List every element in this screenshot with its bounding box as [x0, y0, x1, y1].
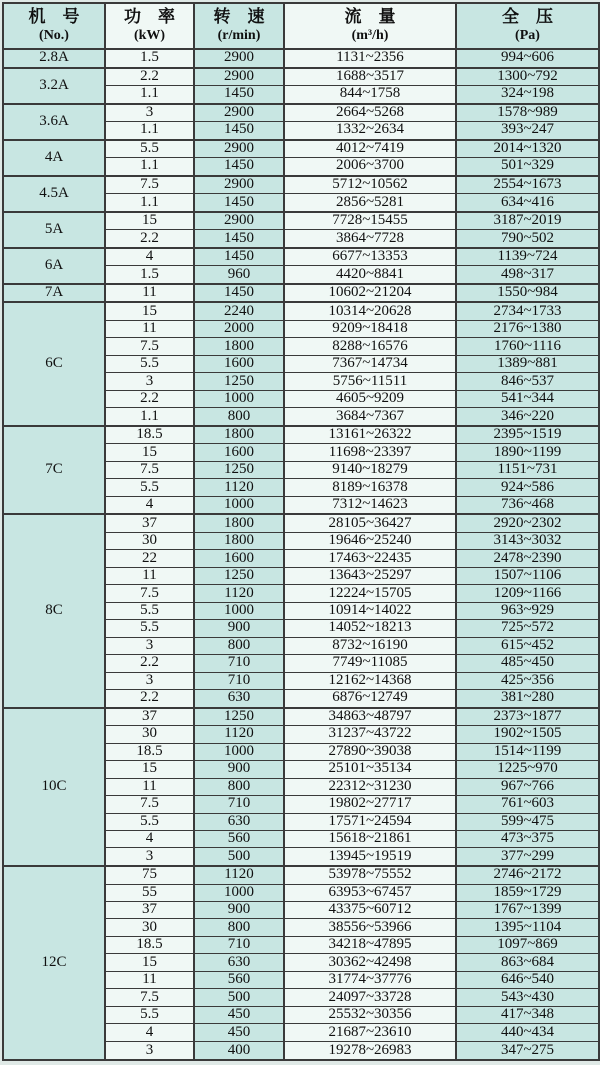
pressure-cell: 634~416 — [456, 194, 599, 212]
speed-cell: 560 — [194, 971, 284, 988]
power-cell: 15 — [105, 212, 194, 230]
speed-cell: 1250 — [194, 461, 284, 478]
pressure-cell: 440~434 — [456, 1024, 599, 1041]
flow-cell: 63953~67457 — [284, 884, 456, 901]
flow-cell: 7749~11085 — [284, 655, 456, 672]
power-cell: 2.2 — [105, 690, 194, 708]
power-cell: 4 — [105, 831, 194, 848]
pressure-cell: 498~317 — [456, 266, 599, 284]
speed-cell: 1000 — [194, 496, 284, 514]
pressure-cell: 646~540 — [456, 971, 599, 988]
pressure-cell: 501~329 — [456, 158, 599, 176]
flow-cell: 13161~26322 — [284, 426, 456, 444]
speed-cell: 1450 — [194, 284, 284, 303]
speed-cell: 1600 — [194, 550, 284, 567]
flow-cell: 12162~14368 — [284, 672, 456, 689]
power-cell: 3 — [105, 373, 194, 390]
pressure-cell: 2920~2302 — [456, 514, 599, 532]
power-cell: 3 — [105, 672, 194, 689]
power-cell: 5.5 — [105, 1006, 194, 1023]
speed-cell: 1450 — [194, 86, 284, 104]
speed-cell: 630 — [194, 690, 284, 708]
flow-cell: 4605~9209 — [284, 390, 456, 407]
pressure-cell: 599~475 — [456, 813, 599, 830]
flow-cell: 8288~16576 — [284, 338, 456, 355]
speed-cell: 710 — [194, 936, 284, 953]
flow-cell: 6876~12749 — [284, 690, 456, 708]
power-cell: 2.2 — [105, 655, 194, 672]
speed-cell: 1800 — [194, 532, 284, 549]
table-row — [3, 426, 599, 444]
power-cell: 3 — [105, 848, 194, 866]
power-cell: 7.5 — [105, 989, 194, 1006]
pressure-cell: 381~280 — [456, 690, 599, 708]
power-cell: 1.1 — [105, 408, 194, 426]
col-header-model-title: 机 号 — [28, 7, 80, 27]
flow-cell: 8732~16190 — [284, 637, 456, 654]
col-header-speed — [194, 3, 284, 49]
table-row — [3, 68, 599, 86]
flow-cell: 6677~13353 — [284, 248, 456, 266]
fan-spec-table — [2, 2, 600, 1061]
power-cell: 15 — [105, 954, 194, 971]
table-row — [3, 514, 599, 532]
speed-cell: 1120 — [194, 479, 284, 496]
model-cell: 3.2A — [3, 68, 105, 104]
pressure-cell: 1767~1399 — [456, 902, 599, 919]
flow-cell: 12224~15705 — [284, 585, 456, 602]
speed-cell: 1000 — [194, 602, 284, 619]
power-cell: 4 — [105, 248, 194, 266]
pressure-cell: 425~356 — [456, 672, 599, 689]
flow-cell: 24097~33728 — [284, 989, 456, 1006]
flow-cell: 4012~7419 — [284, 140, 456, 158]
pressure-cell: 1395~1104 — [456, 919, 599, 936]
pressure-cell: 485~450 — [456, 655, 599, 672]
speed-cell: 630 — [194, 813, 284, 830]
power-cell: 2.2 — [105, 230, 194, 248]
speed-cell: 1450 — [194, 248, 284, 266]
power-cell: 18.5 — [105, 743, 194, 760]
flow-cell: 17463~22435 — [284, 550, 456, 567]
speed-cell: 1800 — [194, 514, 284, 532]
speed-cell: 560 — [194, 831, 284, 848]
speed-cell: 1600 — [194, 355, 284, 372]
flow-cell: 17571~24594 — [284, 813, 456, 830]
speed-cell: 900 — [194, 761, 284, 778]
col-header-pressure-unit: (Pa) — [515, 28, 540, 44]
speed-cell: 1600 — [194, 444, 284, 461]
flow-cell: 19278~26983 — [284, 1041, 456, 1060]
table-row — [3, 866, 599, 884]
pressure-cell: 1507~1106 — [456, 567, 599, 584]
speed-cell: 2900 — [194, 140, 284, 158]
speed-cell: 1120 — [194, 726, 284, 743]
col-header-flow — [284, 3, 456, 49]
power-cell: 18.5 — [105, 426, 194, 444]
pressure-cell: 347~275 — [456, 1041, 599, 1060]
pressure-cell: 846~537 — [456, 373, 599, 390]
model-cell: 12C — [3, 866, 105, 1060]
pressure-cell: 736~468 — [456, 496, 599, 514]
table-row — [3, 176, 599, 194]
power-cell: 37 — [105, 902, 194, 919]
flow-cell: 3864~7728 — [284, 230, 456, 248]
power-cell: 37 — [105, 514, 194, 532]
flow-cell: 1332~2634 — [284, 122, 456, 140]
table-row — [3, 302, 599, 320]
flow-cell: 2856~5281 — [284, 194, 456, 212]
pressure-cell: 725~572 — [456, 620, 599, 637]
flow-cell: 11698~23397 — [284, 444, 456, 461]
flow-cell: 10602~21204 — [284, 284, 456, 303]
speed-cell: 1450 — [194, 158, 284, 176]
flow-cell: 10314~20628 — [284, 302, 456, 320]
pressure-cell: 1902~1505 — [456, 726, 599, 743]
power-cell: 3 — [105, 104, 194, 122]
power-cell: 37 — [105, 708, 194, 726]
flow-cell: 14052~18213 — [284, 620, 456, 637]
pressure-cell: 2176~1380 — [456, 320, 599, 337]
table-row — [3, 284, 599, 303]
speed-cell: 500 — [194, 848, 284, 866]
flow-cell: 31774~37776 — [284, 971, 456, 988]
speed-cell: 630 — [194, 954, 284, 971]
table-row — [3, 104, 599, 122]
flow-cell: 25532~30356 — [284, 1006, 456, 1023]
speed-cell: 2900 — [194, 49, 284, 68]
power-cell: 5.5 — [105, 479, 194, 496]
flow-cell: 4420~8841 — [284, 266, 456, 284]
flow-cell: 9209~18418 — [284, 320, 456, 337]
power-cell: 3 — [105, 1041, 194, 1060]
power-cell: 7.5 — [105, 338, 194, 355]
flow-cell: 9140~18279 — [284, 461, 456, 478]
flow-cell: 43375~60712 — [284, 902, 456, 919]
flow-cell: 5712~10562 — [284, 176, 456, 194]
power-cell: 5.5 — [105, 355, 194, 372]
speed-cell: 1000 — [194, 743, 284, 760]
pressure-cell: 967~766 — [456, 778, 599, 795]
pressure-cell: 863~684 — [456, 954, 599, 971]
speed-cell: 800 — [194, 919, 284, 936]
power-cell: 7.5 — [105, 585, 194, 602]
col-header-model — [3, 3, 105, 49]
col-header-speed-unit: (r/min) — [217, 28, 261, 44]
speed-cell: 1250 — [194, 373, 284, 390]
power-cell: 1.5 — [105, 266, 194, 284]
flow-cell: 53978~75552 — [284, 866, 456, 884]
speed-cell: 2900 — [194, 104, 284, 122]
flow-cell: 27890~39038 — [284, 743, 456, 760]
power-cell: 18.5 — [105, 936, 194, 953]
speed-cell: 2240 — [194, 302, 284, 320]
pressure-cell: 1890~1199 — [456, 444, 599, 461]
pressure-cell: 1300~792 — [456, 68, 599, 86]
speed-cell: 1450 — [194, 122, 284, 140]
power-cell: 11 — [105, 778, 194, 795]
speed-cell: 800 — [194, 778, 284, 795]
speed-cell: 2000 — [194, 320, 284, 337]
speed-cell: 400 — [194, 1041, 284, 1060]
flow-cell: 3684~7367 — [284, 408, 456, 426]
power-cell: 1.1 — [105, 158, 194, 176]
speed-cell: 710 — [194, 796, 284, 813]
speed-cell: 1250 — [194, 708, 284, 726]
speed-cell: 1450 — [194, 194, 284, 212]
pressure-cell: 541~344 — [456, 390, 599, 407]
model-cell: 3.6A — [3, 104, 105, 140]
power-cell: 5.5 — [105, 140, 194, 158]
power-cell: 7.5 — [105, 176, 194, 194]
power-cell: 4 — [105, 496, 194, 514]
speed-cell: 1800 — [194, 338, 284, 355]
power-cell: 15 — [105, 302, 194, 320]
speed-cell: 710 — [194, 672, 284, 689]
speed-cell: 1800 — [194, 426, 284, 444]
pressure-cell: 2734~1733 — [456, 302, 599, 320]
table-row — [3, 140, 599, 158]
pressure-cell: 393~247 — [456, 122, 599, 140]
pressure-cell: 924~586 — [456, 479, 599, 496]
flow-cell: 13643~25297 — [284, 567, 456, 584]
pressure-cell: 615~452 — [456, 637, 599, 654]
power-cell: 30 — [105, 726, 194, 743]
table-row — [3, 49, 599, 68]
pressure-cell: 2554~1673 — [456, 176, 599, 194]
power-cell: 15 — [105, 761, 194, 778]
pressure-cell: 2395~1519 — [456, 426, 599, 444]
power-cell: 55 — [105, 884, 194, 901]
col-header-power-unit: (kW) — [133, 28, 166, 44]
speed-cell: 450 — [194, 1024, 284, 1041]
speed-cell: 2900 — [194, 68, 284, 86]
flow-cell: 7312~14623 — [284, 496, 456, 514]
pressure-cell: 3143~3032 — [456, 532, 599, 549]
model-cell: 6C — [3, 302, 105, 425]
col-header-power — [105, 3, 194, 49]
pressure-cell: 1139~724 — [456, 248, 599, 266]
pressure-cell: 1859~1729 — [456, 884, 599, 901]
col-header-flow-unit: (m³/h) — [351, 28, 389, 44]
power-cell: 3 — [105, 637, 194, 654]
flow-cell: 25101~35134 — [284, 761, 456, 778]
table-row — [3, 248, 599, 266]
pressure-cell: 1097~869 — [456, 936, 599, 953]
speed-cell: 710 — [194, 655, 284, 672]
col-header-power-title: 功 率 — [124, 7, 175, 27]
speed-cell: 2900 — [194, 176, 284, 194]
pressure-cell: 1209~1166 — [456, 585, 599, 602]
flow-cell: 1688~3517 — [284, 68, 456, 86]
col-header-pressure — [456, 3, 599, 49]
power-cell: 15 — [105, 444, 194, 461]
pressure-cell: 790~502 — [456, 230, 599, 248]
speed-cell: 900 — [194, 620, 284, 637]
model-cell: 6A — [3, 248, 105, 284]
flow-cell: 8189~16378 — [284, 479, 456, 496]
speed-cell: 1000 — [194, 884, 284, 901]
speed-cell: 2900 — [194, 212, 284, 230]
flow-cell: 34863~48797 — [284, 708, 456, 726]
pressure-cell: 417~348 — [456, 1006, 599, 1023]
power-cell: 30 — [105, 919, 194, 936]
flow-cell: 7728~15455 — [284, 212, 456, 230]
power-cell: 11 — [105, 320, 194, 337]
flow-cell: 13945~19519 — [284, 848, 456, 866]
speed-cell: 960 — [194, 266, 284, 284]
flow-cell: 19646~25240 — [284, 532, 456, 549]
pressure-cell: 543~430 — [456, 989, 599, 1006]
pressure-cell: 2373~1877 — [456, 708, 599, 726]
pressure-cell: 324~198 — [456, 86, 599, 104]
spec-table-body — [3, 49, 599, 1060]
power-cell: 7.5 — [105, 796, 194, 813]
col-header-model-unit: (No.) — [39, 28, 69, 44]
power-cell: 5.5 — [105, 620, 194, 637]
power-cell: 5.5 — [105, 602, 194, 619]
power-cell: 1.1 — [105, 86, 194, 104]
pressure-cell: 3187~2019 — [456, 212, 599, 230]
pressure-cell: 1225~970 — [456, 761, 599, 778]
speed-cell: 1120 — [194, 866, 284, 884]
model-cell: 5A — [3, 212, 105, 248]
model-cell: 7C — [3, 426, 105, 514]
flow-cell: 2664~5268 — [284, 104, 456, 122]
pressure-cell: 1550~984 — [456, 284, 599, 303]
col-header-speed-title: 转 速 — [213, 7, 265, 27]
model-cell: 7A — [3, 284, 105, 303]
power-cell: 22 — [105, 550, 194, 567]
power-cell: 11 — [105, 971, 194, 988]
model-cell: 4.5A — [3, 176, 105, 212]
flow-cell: 22312~31230 — [284, 778, 456, 795]
pressure-cell: 1578~989 — [456, 104, 599, 122]
flow-cell: 30362~42498 — [284, 954, 456, 971]
flow-cell: 31237~43722 — [284, 726, 456, 743]
power-cell: 11 — [105, 567, 194, 584]
flow-cell: 1131~2356 — [284, 49, 456, 68]
pressure-cell: 994~606 — [456, 49, 599, 68]
speed-cell: 900 — [194, 902, 284, 919]
power-cell: 5.5 — [105, 813, 194, 830]
flow-cell: 34218~47895 — [284, 936, 456, 953]
header-row — [3, 3, 599, 49]
power-cell: 1.5 — [105, 49, 194, 68]
pressure-cell: 761~603 — [456, 796, 599, 813]
flow-cell: 19802~27717 — [284, 796, 456, 813]
flow-cell: 10914~14022 — [284, 602, 456, 619]
pressure-cell: 1760~1116 — [456, 338, 599, 355]
col-header-pressure-title: 全 压 — [502, 7, 553, 27]
model-cell: 4A — [3, 140, 105, 176]
power-cell: 2.2 — [105, 390, 194, 407]
table-row — [3, 708, 599, 726]
power-cell: 1.1 — [105, 194, 194, 212]
pressure-cell: 473~375 — [456, 831, 599, 848]
speed-cell: 1120 — [194, 585, 284, 602]
speed-cell: 1250 — [194, 567, 284, 584]
speed-cell: 1450 — [194, 230, 284, 248]
flow-cell: 21687~23610 — [284, 1024, 456, 1041]
power-cell: 2.2 — [105, 68, 194, 86]
flow-cell: 5756~11511 — [284, 373, 456, 390]
pressure-cell: 1514~1199 — [456, 743, 599, 760]
flow-cell: 844~1758 — [284, 86, 456, 104]
speed-cell: 800 — [194, 408, 284, 426]
power-cell: 1.1 — [105, 122, 194, 140]
power-cell: 4 — [105, 1024, 194, 1041]
pressure-cell: 2478~2390 — [456, 550, 599, 567]
model-cell: 8C — [3, 514, 105, 707]
pressure-cell: 377~299 — [456, 848, 599, 866]
speed-cell: 1000 — [194, 390, 284, 407]
pressure-cell: 1151~731 — [456, 461, 599, 478]
speed-cell: 500 — [194, 989, 284, 1006]
col-header-flow-title: 流 量 — [344, 7, 396, 27]
table-row — [3, 212, 599, 230]
speed-cell: 450 — [194, 1006, 284, 1023]
flow-cell: 38556~53966 — [284, 919, 456, 936]
power-cell: 7.5 — [105, 461, 194, 478]
pressure-cell: 2014~1320 — [456, 140, 599, 158]
flow-cell: 2006~3700 — [284, 158, 456, 176]
pressure-cell: 2746~2172 — [456, 866, 599, 884]
pressure-cell: 346~220 — [456, 408, 599, 426]
flow-cell: 28105~36427 — [284, 514, 456, 532]
speed-cell: 800 — [194, 637, 284, 654]
pressure-cell: 963~929 — [456, 602, 599, 619]
flow-cell: 15618~21861 — [284, 831, 456, 848]
pressure-cell: 1389~881 — [456, 355, 599, 372]
power-cell: 30 — [105, 532, 194, 549]
flow-cell: 7367~14734 — [284, 355, 456, 372]
model-cell: 2.8A — [3, 49, 105, 68]
power-cell: 11 — [105, 284, 194, 303]
power-cell: 75 — [105, 866, 194, 884]
model-cell: 10C — [3, 708, 105, 866]
